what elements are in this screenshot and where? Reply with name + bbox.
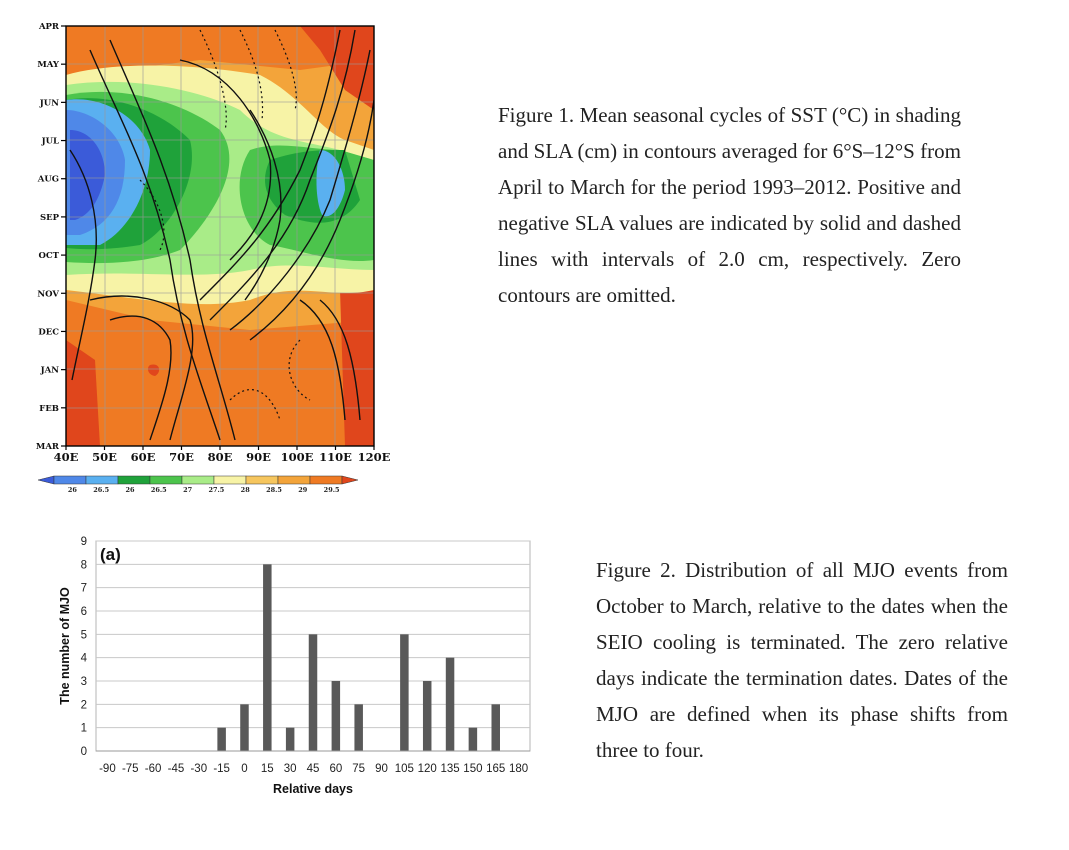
y-tick-label: 1 <box>80 722 87 735</box>
longitude-label: 120E <box>357 450 391 464</box>
month-label: NOV <box>37 289 59 300</box>
x-tick-label: 45 <box>306 763 320 775</box>
colorbar-label: 26 <box>125 486 135 494</box>
month-label: MAY <box>37 60 59 71</box>
colorbar-label: 26.5 <box>93 486 110 494</box>
y-tick-label: 7 <box>80 582 87 595</box>
longitude-label: 110E <box>319 450 352 464</box>
bar <box>423 681 432 751</box>
y-axis-label: The number of MJO <box>58 587 72 705</box>
x-tick-label: 180 <box>508 763 529 775</box>
longitude-label: 50E <box>92 450 117 464</box>
figure1-caption: Figure 1. Mean seasonal cycles of SST (°C) in shading and SLA (cm) in contours averaged for 6°S–12°S from April to March for the period 1993–2012. Positive and negative SLA values are indicated by solid and dashed lines with intervals of 2.0 cm, respectively. Zero contours are omitted. <box>498 103 961 307</box>
y-tick-label: 4 <box>80 652 87 665</box>
longitude-label: 80E <box>207 450 233 464</box>
bar <box>309 634 318 751</box>
month-label: DEC <box>38 327 59 338</box>
bar <box>469 728 478 751</box>
figure2-caption: Figure 2. Distribution of all MJO events from October to March, relative to the dates when the SEIO cooling is terminated. The zero relative days indicate the termination dates. Dates of the MJO are defined when its phase shifts from three to four. <box>596 558 1008 762</box>
y-tick-label: 8 <box>80 559 87 572</box>
x-tick-labels <box>99 763 528 775</box>
colorbar-label: 27.5 <box>208 486 225 494</box>
x-tick-label: -60 <box>144 763 162 775</box>
y-tick-labels <box>81 536 88 758</box>
month-label: JAN <box>40 365 59 376</box>
bar <box>217 728 226 751</box>
x-tick-label: -15 <box>213 763 230 775</box>
colorbar-label: 29 <box>298 486 308 494</box>
longitude-label: 90E <box>246 450 271 464</box>
bar <box>240 704 249 751</box>
month-label: AUG <box>37 174 59 185</box>
panel-label: (a) <box>100 545 121 564</box>
y-tick-label: 9 <box>80 536 87 548</box>
x-tick-label: 0 <box>241 763 248 775</box>
y-tick-label: 6 <box>80 606 87 618</box>
colorbar-label: 28 <box>240 486 250 494</box>
colorbar-label: 26 <box>67 486 77 494</box>
bar <box>263 564 272 751</box>
colorbar-label: 27 <box>183 486 193 494</box>
x-axis-label: Relative days <box>273 782 353 796</box>
y-tick-label: 2 <box>80 699 87 712</box>
y-tick-label: 3 <box>80 676 87 688</box>
bar <box>491 704 500 751</box>
longitude-label: 100E <box>280 450 314 464</box>
month-label: SEP <box>39 212 59 223</box>
x-tick-label: 165 <box>486 763 506 775</box>
x-tick-label: 15 <box>260 763 274 775</box>
month-label: MAR <box>35 442 59 452</box>
x-tick-label: -90 <box>99 763 116 775</box>
x-tick-label: 120 <box>417 763 437 775</box>
x-tick-label: -45 <box>167 763 185 775</box>
x-tick-label: 105 <box>394 763 414 775</box>
colorbar-label: 29.5 <box>323 486 340 494</box>
longitude-label: 70E <box>169 450 194 464</box>
x-tick-label: 75 <box>352 763 366 775</box>
longitude-label: 40E <box>53 450 79 464</box>
month-label: APR <box>38 22 59 32</box>
x-tick-label: 60 <box>329 763 343 775</box>
bar <box>332 681 341 751</box>
x-tick-label: -30 <box>190 763 208 775</box>
bar <box>446 658 455 751</box>
x-tick-label: -75 <box>121 763 139 775</box>
colorbar-label: 26.5 <box>150 486 167 494</box>
bar <box>286 728 295 751</box>
y-tick-label: 5 <box>80 629 87 642</box>
y-tick-label: 0 <box>80 746 87 758</box>
x-tick-label: 135 <box>440 763 460 775</box>
x-tick-label: 150 <box>463 763 483 775</box>
bar <box>354 704 363 751</box>
x-tick-label: 90 <box>375 763 388 775</box>
month-label: OCT <box>38 251 59 262</box>
colorbar-label: 28.5 <box>266 486 282 494</box>
bar <box>400 634 409 751</box>
month-label: FEB <box>39 403 59 414</box>
month-label: JUN <box>39 98 59 109</box>
x-tick-label: 30 <box>283 763 297 775</box>
longitude-label: 60E <box>130 450 156 464</box>
month-label: JUL <box>41 136 59 147</box>
